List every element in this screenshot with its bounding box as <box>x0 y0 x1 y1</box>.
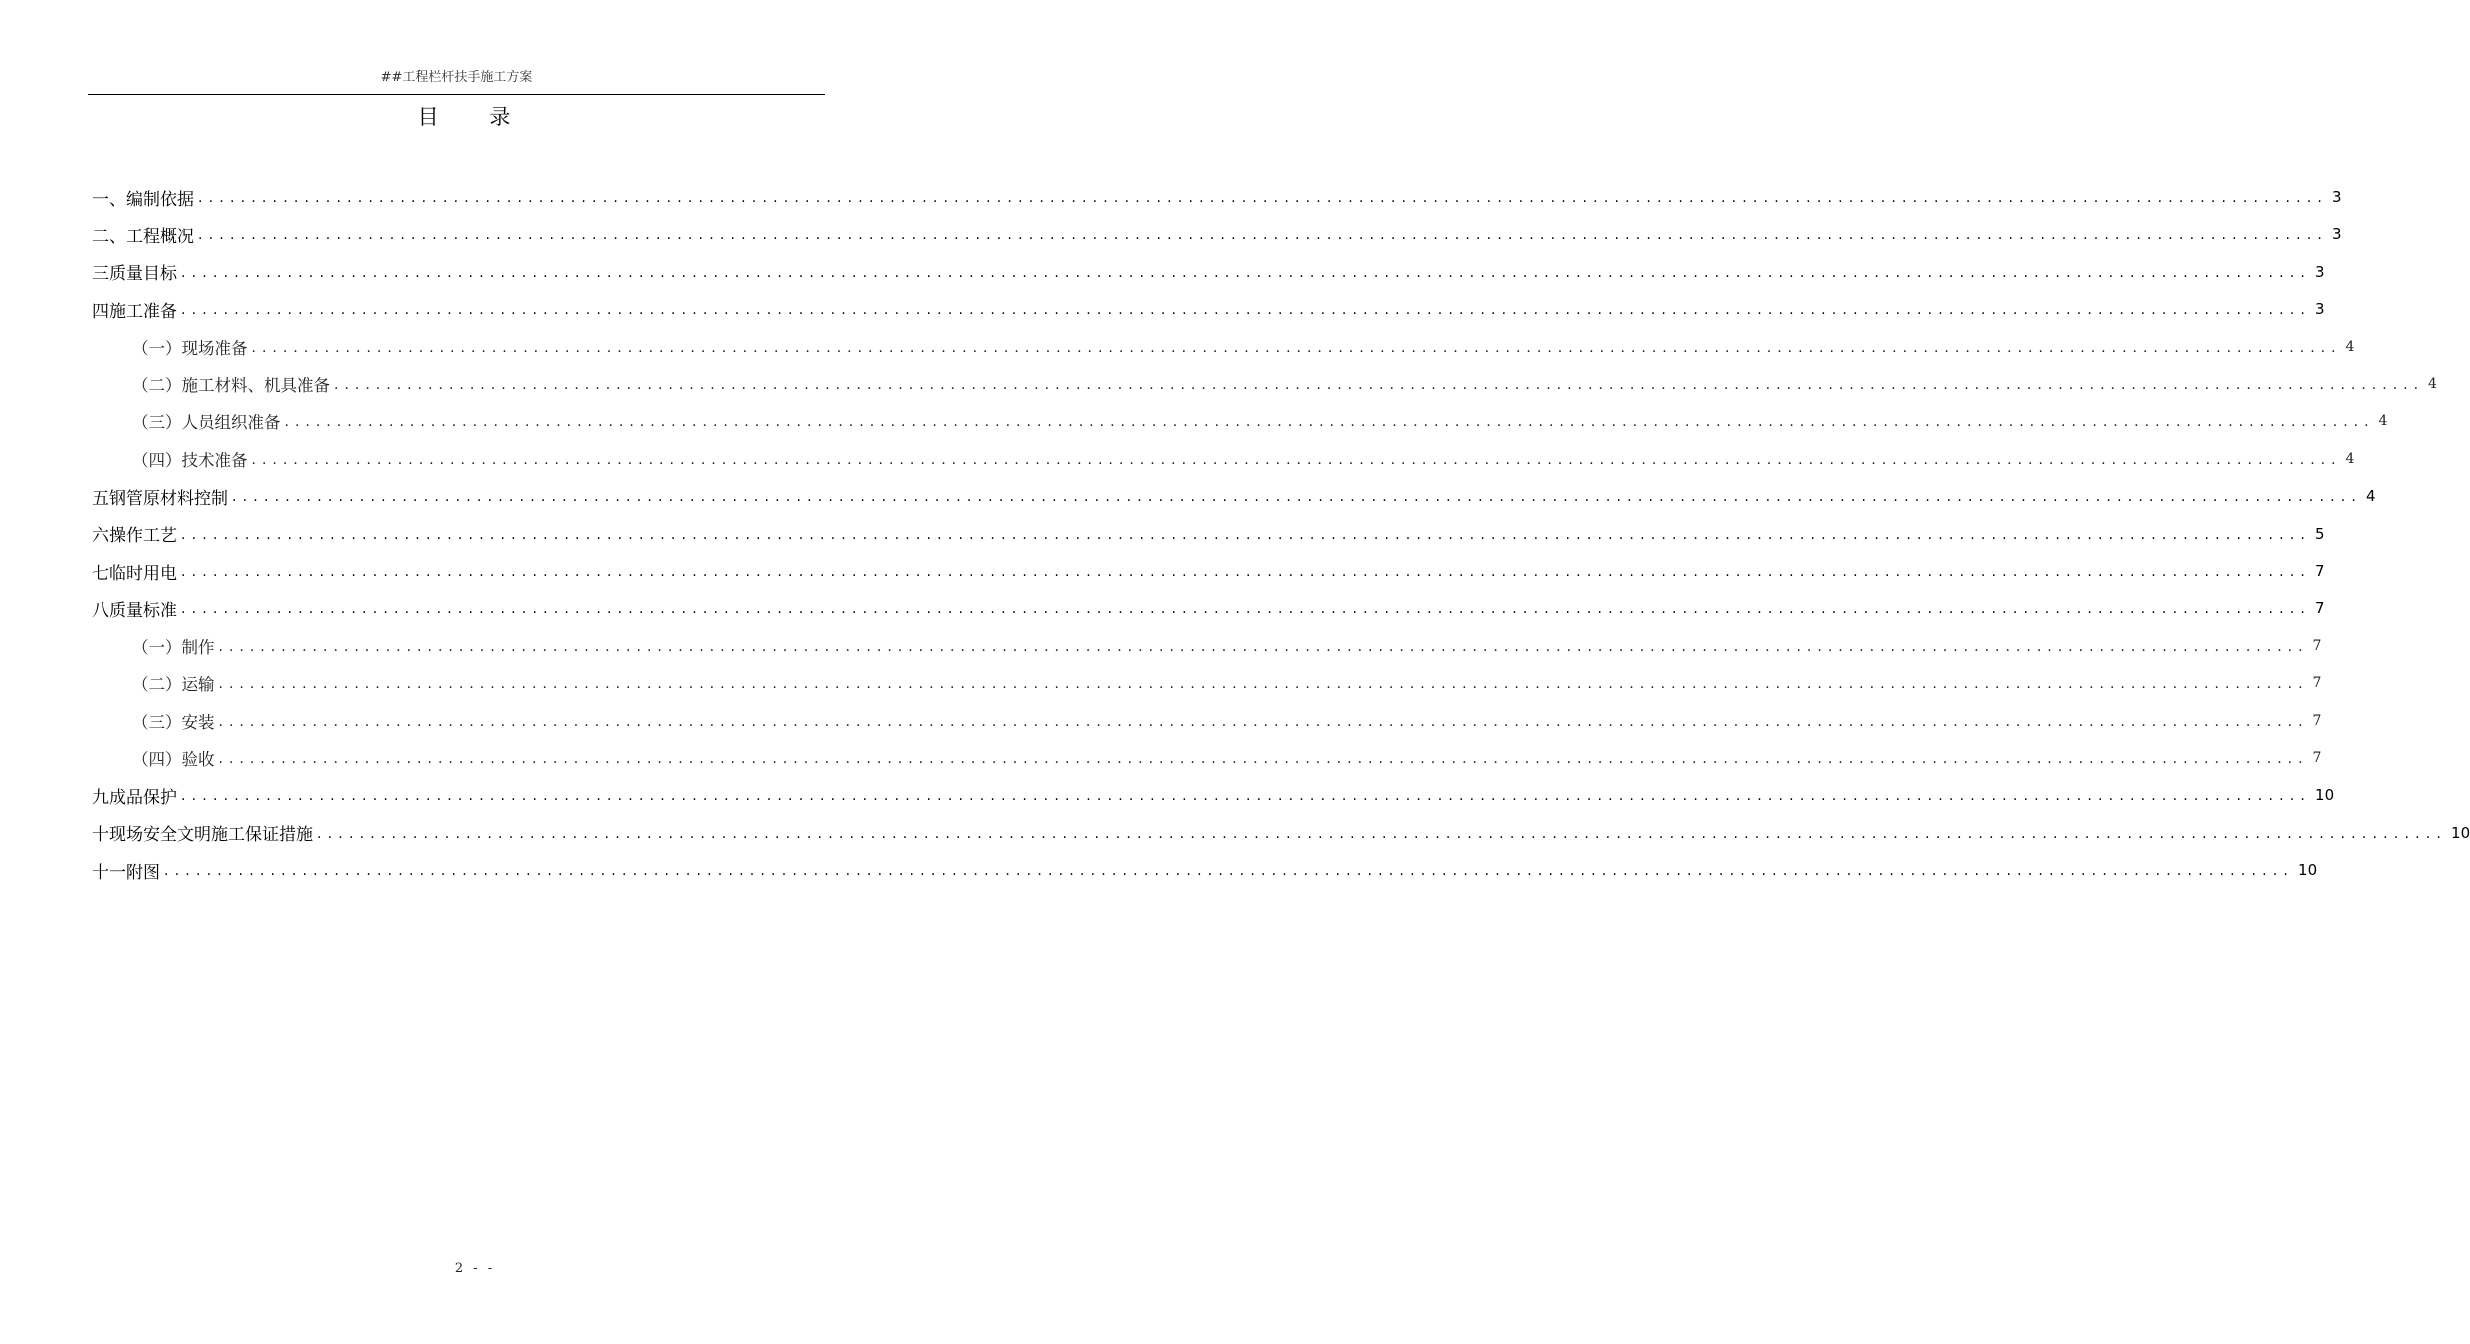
toc-entry-number: （三） <box>132 413 182 433</box>
toc-dot-leader: ........................................................................................................................................................................................................ <box>232 489 2363 506</box>
toc-entry-label: 人员组织准备 <box>181 413 281 433</box>
toc-entry-page: 7 <box>2312 637 2322 654</box>
toc-entry[interactable] <box>92 519 2325 549</box>
toc-entry-number: （二） <box>132 376 182 395</box>
toc-entry[interactable] <box>132 631 2322 661</box>
toc-entry[interactable] <box>92 294 2325 324</box>
header-text: ##工程栏杆扶手施工方案 <box>380 70 533 85</box>
toc-entry-number: 一、 <box>92 189 126 210</box>
toc-entry-page: 3 <box>2332 225 2342 244</box>
toc-dot-leader: ........................................................................................................................................................................................................ <box>181 264 2312 281</box>
toc-entry[interactable] <box>92 593 2325 623</box>
toc-dot-leader: ........................................................................................................................................................................................................ <box>164 863 2295 880</box>
toc-entry-label: 施工材料、机具准备 <box>181 376 330 395</box>
toc-entry-number: 五 <box>92 488 109 509</box>
toc-entry-page: 3 <box>2315 262 2325 281</box>
toc-entry-label: 工程概况 <box>126 226 194 247</box>
toc-entry-number: （四） <box>132 750 182 769</box>
toc-entry[interactable] <box>132 444 2355 474</box>
toc-entry-number: （三） <box>132 712 182 732</box>
toc-entry-number: （四） <box>132 450 182 470</box>
toc-dot-leader: ........................................................................................................................................................................................................ <box>218 751 2309 767</box>
toc-entry-label: 临时用电 <box>109 563 177 584</box>
toc-entry-page: 10 <box>2315 786 2335 805</box>
toc-entry-label: 施工准备 <box>109 301 177 322</box>
page-number-footer: 2 - - <box>454 1261 496 1276</box>
toc-entry-label: 编制依据 <box>126 189 194 210</box>
toc-entry-number: 十一 <box>92 862 126 883</box>
toc-entry-number: （一） <box>132 637 182 657</box>
toc-entry-number: （二） <box>132 675 182 695</box>
toc-entry-page: 7 <box>2315 562 2325 580</box>
toc-entry-page: 7 <box>2315 599 2325 618</box>
toc-entry-page: 7 <box>2312 712 2322 729</box>
toc-dot-leader: ........................................................................................................................................................................................................ <box>251 451 2342 468</box>
toc-entry[interactable] <box>132 706 2322 736</box>
toc-entry[interactable] <box>92 219 2342 249</box>
toc-entry[interactable] <box>92 780 2335 810</box>
page-header <box>88 66 825 95</box>
toc-entry-number: 三 <box>92 264 109 285</box>
toc-entry[interactable] <box>132 406 2388 436</box>
toc-entry-page: 7 <box>2312 750 2322 766</box>
toc-entry[interactable] <box>92 818 2470 848</box>
toc-entry-page: 4 <box>2345 338 2355 355</box>
toc-entry-label: 成品保护 <box>109 787 177 808</box>
toc-entry-label: 验收 <box>181 750 215 769</box>
toc-entry-page: 4 <box>2428 376 2437 392</box>
toc-entry-label: 技术准备 <box>181 450 248 470</box>
toc-dot-leader: ........................................................................................................................................................................................................ <box>198 227 2329 244</box>
toc-entry-number: 六 <box>92 526 109 547</box>
toc-dot-leader: ........................................................................................................................................................................................................ <box>198 190 2329 206</box>
toc-entry[interactable] <box>92 182 2342 212</box>
toc-dot-leader: ........................................................................................................................................................................................................ <box>181 788 2312 805</box>
toc-entry-number: 二、 <box>92 226 126 247</box>
toc-entry-number: 四 <box>92 301 109 322</box>
toc-entry[interactable] <box>132 743 2322 773</box>
toc-entry[interactable] <box>132 332 2355 362</box>
toc-entry-number: 八 <box>92 600 109 621</box>
page-title: 目 录 <box>417 105 533 129</box>
toc-entry-label: 质量标准 <box>109 600 177 621</box>
toc-dot-leader: ........................................................................................................................................................................................................ <box>181 302 2312 319</box>
toc-entry-number: （一） <box>132 338 182 358</box>
toc-dot-leader: ........................................................................................................................................................................................................ <box>181 526 2312 543</box>
toc-entry-number: 七 <box>92 563 109 584</box>
toc-entry-page: 4 <box>2378 413 2388 430</box>
toc-dot-leader: ........................................................................................................................................................................................................ <box>334 377 2425 393</box>
toc-entry-label: 质量目标 <box>109 264 177 285</box>
toc-entry-label: 钢管原材料控制 <box>109 488 228 509</box>
toc-dot-leader: ........................................................................................................................................................................................................ <box>181 601 2312 618</box>
toc-entry-page: 3 <box>2332 188 2342 206</box>
toc-dot-leader: ........................................................................................................................................................................................................ <box>284 414 2375 431</box>
toc-entry[interactable] <box>92 855 2318 885</box>
toc-entry[interactable] <box>92 257 2325 287</box>
toc-dot-leader: ........................................................................................................................................................................................................ <box>181 564 2312 580</box>
toc-entry-label: 操作工艺 <box>109 526 177 547</box>
toc-dot-leader: ........................................................................................................................................................................................................ <box>218 676 2309 693</box>
toc-entry-page: 10 <box>2298 861 2318 880</box>
toc-entry-label: 安装 <box>181 712 215 732</box>
toc-entry-page: 10 <box>2451 823 2470 842</box>
toc-entry-number: 十 <box>92 825 109 846</box>
toc-entry[interactable] <box>132 369 2437 399</box>
toc-entry-number: 九 <box>92 787 109 808</box>
toc-dot-leader: ........................................................................................................................................................................................................ <box>218 713 2309 730</box>
toc-entry-label: 附图 <box>126 862 160 883</box>
toc-dot-leader: ........................................................................................................................................................................................................ <box>218 638 2309 655</box>
toc-dot-leader: ........................................................................................................................................................................................................ <box>251 339 2342 356</box>
toc-entry-page: 5 <box>2315 524 2325 543</box>
toc-entry-label: 运输 <box>181 675 215 695</box>
toc-entry-page: 3 <box>2315 300 2325 319</box>
toc-entry[interactable] <box>132 668 2322 698</box>
toc-entry-page: 4 <box>2345 450 2355 467</box>
toc-entry-label: 制作 <box>181 637 215 657</box>
toc-entry-page: 7 <box>2312 675 2322 692</box>
toc-entry[interactable] <box>92 556 2325 586</box>
toc-dot-leader: ........................................................................................................................................................................................................ <box>317 825 2448 842</box>
toc-entry-label: 现场安全文明施工保证措施 <box>109 825 313 846</box>
toc-entry-label: 现场准备 <box>181 338 248 358</box>
toc-entry[interactable] <box>92 481 2376 511</box>
toc-entry-page: 4 <box>2366 487 2376 506</box>
